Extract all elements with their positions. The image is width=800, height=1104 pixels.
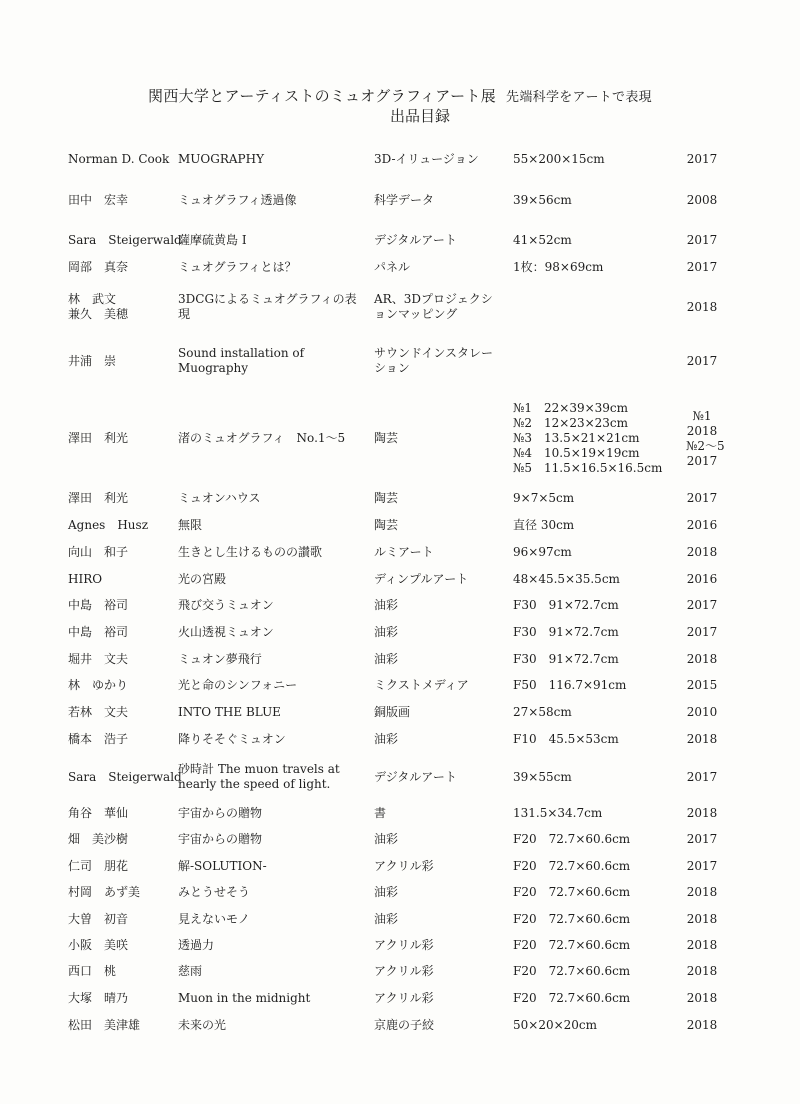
- year-value: 2017: [686, 625, 718, 639]
- size-cell: [513, 545, 572, 560]
- size-cell: [513, 572, 620, 587]
- artist-cell: [68, 678, 128, 693]
- work-title-cell: 薩摩硫黄島 I: [178, 233, 247, 247]
- work-title-cell: 火山透視ミュオン: [178, 625, 274, 639]
- work-title-cell: INTO THE BLUE: [178, 705, 281, 719]
- medium-cell: 油彩: [374, 885, 399, 899]
- work-title-cell: 解-SOLUTION-: [178, 859, 267, 873]
- artist-cell: [68, 518, 148, 533]
- page-title: [0, 87, 800, 107]
- year-cell: [686, 770, 718, 785]
- size-value: F20 72.7×60.6cm: [513, 912, 631, 926]
- year-cell: [686, 625, 718, 640]
- size-value: №2 12×23×23cm: [513, 416, 629, 430]
- size-cell: [513, 152, 605, 167]
- year-cell: [686, 652, 718, 667]
- artist-cell: [68, 260, 128, 275]
- medium-cell: 油彩: [374, 652, 399, 666]
- size-cell: [513, 770, 572, 785]
- size-value: 96×97cm: [513, 545, 572, 559]
- artist-name: 岡部 真奈: [68, 260, 129, 274]
- year-value: 2010: [686, 705, 718, 719]
- artist-name: 向山 和子: [68, 545, 129, 559]
- medium-cell: 3D-イリュージョン: [374, 152, 479, 166]
- year-cell: [686, 572, 718, 587]
- size-value: F20 72.7×60.6cm: [513, 832, 631, 846]
- medium-cell: 陶芸: [374, 518, 399, 532]
- medium-cell: 油彩: [374, 598, 399, 612]
- artist-name: 橋本 浩子: [68, 732, 129, 746]
- artist-name: 村岡 あず美: [68, 885, 141, 899]
- artist-cell: [68, 652, 128, 667]
- artist-name: Norman D. Cook: [68, 152, 170, 166]
- artist-cell: [68, 292, 128, 322]
- size-cell: [513, 885, 630, 900]
- size-value: 55×200×15cm: [513, 152, 605, 166]
- size-value: F10 45.5×53cm: [513, 732, 619, 746]
- year-value: 2016: [686, 518, 718, 532]
- size-cell: [513, 732, 619, 747]
- size-cell: [513, 964, 630, 979]
- medium-cell: デジタルアート: [374, 770, 457, 784]
- year-value: 2018: [686, 424, 718, 438]
- work-title-cell: 慈雨: [178, 964, 203, 978]
- year-cell: [686, 832, 718, 847]
- medium-cell: 銅版画: [374, 705, 411, 719]
- artist-name: 田中 宏幸: [68, 193, 129, 207]
- year-cell: [686, 912, 718, 927]
- artist-name: 中島 裕司: [68, 598, 129, 612]
- year-cell: [686, 354, 718, 369]
- artist-name: 小阪 美咲: [68, 938, 129, 952]
- work-title-cell: 無限: [178, 518, 203, 532]
- size-cell: [513, 912, 630, 927]
- medium-cell: サウンドインスタレーション: [374, 346, 494, 375]
- artist-name: Sara Steigerwald: [68, 770, 182, 784]
- year-cell: [686, 885, 718, 900]
- size-cell: [513, 652, 619, 667]
- medium-cell: ルミアート: [374, 545, 434, 559]
- size-value: F20 72.7×60.6cm: [513, 859, 631, 873]
- size-value: F20 72.7×60.6cm: [513, 938, 631, 952]
- artist-cell: [68, 732, 128, 747]
- page-subtitle: 出品目録: [389, 107, 450, 125]
- year-value: 2017: [686, 859, 718, 873]
- size-value: F20 72.7×60.6cm: [513, 885, 631, 899]
- year-cell: [686, 598, 718, 613]
- artist-name: 大塚 晴乃: [68, 991, 129, 1005]
- medium-cell: 京鹿の子絞: [374, 1018, 435, 1032]
- size-value: 39×55cm: [513, 770, 572, 784]
- artist-cell: [68, 991, 128, 1006]
- work-title-cell: MUOGRAPHY: [178, 152, 264, 166]
- year-cell: [686, 732, 718, 747]
- year-cell: [686, 806, 718, 821]
- year-cell: [686, 705, 718, 720]
- work-title-cell: 飛び交うミュオン: [178, 598, 274, 612]
- size-cell: [513, 991, 630, 1006]
- size-cell: [513, 598, 619, 613]
- year-value: 2017: [686, 152, 718, 166]
- medium-cell: 油彩: [374, 732, 399, 746]
- year-value: 2018: [686, 545, 718, 559]
- size-value: F30 91×72.7cm: [513, 625, 619, 639]
- size-cell: [513, 832, 630, 847]
- artist-cell: [68, 545, 128, 560]
- title-sub: 先端科学をアートで表現: [506, 90, 652, 105]
- artist-cell: [68, 598, 128, 613]
- work-title-cell: 宇宙からの贈物: [178, 832, 263, 846]
- year-cell: [686, 991, 718, 1006]
- artist-cell: [68, 705, 128, 720]
- artist-name: 大曽 初音: [68, 912, 129, 926]
- artist-cell: [68, 859, 128, 874]
- artist-cell: [68, 572, 102, 587]
- artist-name: 中島 裕司: [68, 625, 129, 639]
- size-value: F50 116.7×91cm: [513, 678, 627, 692]
- size-value: 1枚：98×69cm: [513, 260, 604, 274]
- size-value: 131.5×34.7cm: [513, 806, 603, 820]
- year-value: 2016: [686, 572, 718, 586]
- size-value: 41×52cm: [513, 233, 572, 247]
- work-title-cell: 砂時計 The muon travels at nearly the speed of light.: [178, 762, 340, 791]
- medium-cell: 油彩: [374, 625, 399, 639]
- medium-cell: 油彩: [374, 912, 399, 926]
- artist-cell: [68, 431, 128, 446]
- size-value: №1 22×39×39cm: [513, 401, 629, 415]
- artist-name: 澤田 利光: [68, 491, 129, 505]
- work-title-cell: 見えないモノ: [178, 912, 250, 926]
- year-value: 2017: [686, 598, 718, 612]
- size-value: 39×56cm: [513, 193, 572, 207]
- size-cell: [513, 806, 602, 821]
- work-title-cell: 透過力: [178, 938, 215, 952]
- medium-cell: アクリル彩: [374, 964, 434, 978]
- size-value: №4 10.5×19×19cm: [513, 446, 640, 460]
- year-cell: [686, 518, 718, 533]
- work-title-cell: 生きとし生けるものの讃歌: [178, 545, 323, 559]
- year-cell: [686, 260, 718, 275]
- title-main: 関西大学とアーティストのミュオグラフィアート展: [148, 87, 497, 105]
- artist-name: 畑 美沙樹: [68, 832, 129, 846]
- size-cell: [513, 859, 630, 874]
- medium-cell: パネル: [374, 260, 411, 274]
- size-cell: [513, 625, 619, 640]
- work-title-cell: 渚のミュオグラフィ No.1〜5: [178, 431, 346, 445]
- artist-cell: [68, 832, 128, 847]
- medium-cell: ミクストメディア: [374, 678, 469, 692]
- year-value: 2018: [686, 732, 718, 746]
- artist-cell: [68, 938, 128, 953]
- year-cell: [686, 491, 718, 506]
- year-value: №2〜5: [686, 439, 725, 453]
- size-value: 直径 30cm: [513, 518, 575, 532]
- year-cell: [686, 409, 725, 469]
- work-title-cell: Muon in the midnight: [178, 991, 311, 1005]
- artist-cell: [68, 964, 116, 979]
- artist-name: 澤田 利光: [68, 431, 129, 445]
- artist-name: 若林 文夫: [68, 705, 129, 719]
- size-cell: [513, 1018, 597, 1033]
- year-value: 2017: [686, 832, 718, 846]
- size-cell: [513, 938, 630, 953]
- medium-cell: アクリル彩: [374, 938, 434, 952]
- medium-cell: 科学データ: [374, 193, 435, 207]
- artist-cell: [68, 233, 182, 248]
- year-cell: [686, 859, 718, 874]
- artist-cell: [68, 885, 140, 900]
- year-value: 2018: [686, 652, 718, 666]
- year-cell: [686, 193, 718, 208]
- year-cell: [686, 300, 718, 315]
- medium-cell: AR、3Dプロジェクションマッピング: [374, 292, 493, 321]
- artist-name: 林 ゆかり: [68, 678, 129, 692]
- work-title-cell: 降りそそぐミュオン: [178, 732, 286, 746]
- artist-cell: [68, 806, 128, 821]
- size-value: 9×7×5cm: [513, 491, 575, 505]
- year-value: 2017: [686, 491, 718, 505]
- year-cell: [686, 938, 718, 953]
- artist-name: HIRO: [68, 572, 103, 586]
- year-cell: [686, 233, 718, 248]
- year-cell: [686, 152, 718, 167]
- artist-name: 西口 桃: [68, 964, 117, 978]
- size-value: F20 72.7×60.6cm: [513, 964, 631, 978]
- artist-name: 仁司 朋花: [68, 859, 129, 873]
- artist-name: Sara Steigerwald: [68, 233, 182, 247]
- artist-name: 林 武文: [68, 292, 117, 306]
- year-value: 2018: [686, 806, 718, 820]
- year-value: 2018: [686, 300, 718, 314]
- artist-cell: [68, 152, 169, 167]
- size-cell: [513, 233, 572, 248]
- work-title-cell: ミュオグラフィとは？: [178, 260, 297, 274]
- year-value: 2018: [686, 912, 718, 926]
- artist-name: 兼久 美穂: [68, 307, 129, 321]
- medium-cell: デジタルアート: [374, 233, 457, 247]
- size-value: F30 91×72.7cm: [513, 598, 619, 612]
- artist-name: 角谷 華仙: [68, 806, 129, 820]
- year-value: №1: [692, 409, 712, 423]
- artist-cell: [68, 354, 116, 369]
- medium-cell: アクリル彩: [374, 991, 434, 1005]
- size-value: №3 13.5×21×21cm: [513, 431, 640, 445]
- size-value: 48×45.5×35.5cm: [513, 572, 620, 586]
- artist-cell: [68, 770, 182, 785]
- year-value: 2017: [686, 260, 718, 274]
- artist-cell: [68, 912, 128, 927]
- size-value: 27×58cm: [513, 705, 572, 719]
- year-value: 2018: [686, 964, 718, 978]
- work-title-cell: ミュオンハウス: [178, 491, 261, 505]
- medium-cell: 陶芸: [374, 491, 399, 505]
- artist-name: 松田 美津雄: [68, 1018, 141, 1032]
- size-value: F30 91×72.7cm: [513, 652, 619, 666]
- year-value: 2017: [686, 770, 718, 784]
- year-value: 2018: [686, 1018, 718, 1032]
- year-value: 2017: [686, 454, 718, 468]
- artist-name: Agnes Husz: [68, 518, 149, 532]
- year-value: 2015: [686, 678, 718, 692]
- artist-cell: [68, 491, 128, 506]
- work-title-cell: 宇宙からの贈物: [178, 806, 263, 820]
- medium-cell: 陶芸: [374, 431, 399, 445]
- year-value: 2017: [686, 354, 718, 368]
- size-cell: [513, 705, 572, 720]
- medium-cell: ディンプルアート: [374, 572, 469, 586]
- artist-cell: [68, 625, 128, 640]
- year-value: 2018: [686, 938, 718, 952]
- work-title-cell: 未来の光: [178, 1018, 227, 1032]
- artist-cell: [68, 1018, 140, 1033]
- work-title-cell: 光と命のシンフォニー: [178, 678, 298, 692]
- year-value: 2018: [686, 885, 718, 899]
- medium-cell: 書: [374, 806, 387, 820]
- size-cell: [513, 518, 574, 533]
- work-title-cell: Sound installation of Muography: [178, 346, 305, 375]
- size-cell: [513, 401, 662, 476]
- size-value: F20 72.7×60.6cm: [513, 991, 631, 1005]
- work-title-cell: 光の宮殿: [178, 572, 227, 586]
- artist-cell: [68, 193, 128, 208]
- size-cell: [513, 491, 574, 506]
- artist-name: 堀井 文夫: [68, 652, 129, 666]
- year-value: 2008: [686, 193, 718, 207]
- artist-name: 井浦 崇: [68, 354, 117, 368]
- work-title-cell: みとうせそう: [178, 885, 251, 899]
- size-value: №5 11.5×16.5×16.5cm: [513, 461, 663, 475]
- year-cell: [686, 1018, 718, 1033]
- year-cell: [686, 964, 718, 979]
- medium-cell: アクリル彩: [374, 859, 434, 873]
- year-cell: [686, 545, 718, 560]
- size-cell: [513, 678, 626, 693]
- work-title-cell: 3DCGによるミュオグラフィの表現: [178, 292, 357, 321]
- year-value: 2017: [686, 233, 718, 247]
- medium-cell: 油彩: [374, 832, 399, 846]
- size-cell: [513, 193, 572, 208]
- year-value: 2018: [686, 991, 718, 1005]
- size-value: 50×20×20cm: [513, 1018, 598, 1032]
- work-title-cell: ミュオグラフィ透過像: [178, 193, 297, 207]
- work-title-cell: ミュオン夢飛行: [178, 652, 262, 666]
- year-cell: [686, 678, 718, 693]
- size-cell: [513, 260, 603, 275]
